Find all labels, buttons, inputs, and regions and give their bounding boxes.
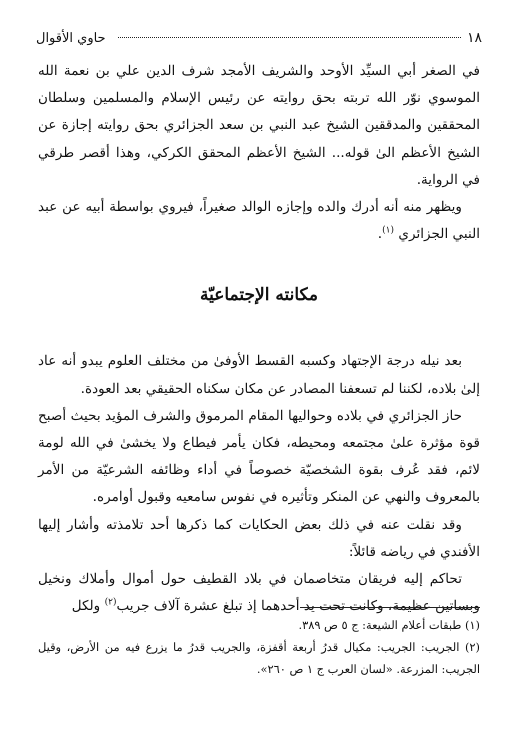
section-heading: مكانته الإجتماعيّة xyxy=(199,285,319,306)
footnotes xyxy=(38,607,480,680)
paragraph-2-text: ويظهر منه أنه أدرك والده وإجازه الوالد صغيراً، فيروي بواسطة أبيه عن عبد النبي الجزائري xyxy=(38,199,480,243)
paragraph-3: بعد نيله درجة الإجتهاد وكسبه القسط الأوفىٰ من مختلف العلوم يبدو أنه عاد إلىٰ بلاده، لكننا لم تسعفنا المصادر عن مكان سكناه الحقيقي بعد العودة. xyxy=(38,353,480,397)
running-header xyxy=(36,30,482,54)
paragraph-6-end: ولكل xyxy=(71,598,105,615)
main-text xyxy=(38,58,480,620)
footnote-ref-2[interactable]: (٢) xyxy=(104,597,117,608)
footnote-ref-1[interactable]: (١) xyxy=(382,225,394,236)
paragraph-2 xyxy=(38,194,480,248)
book-title: حاوي الأقوال xyxy=(36,31,106,46)
paragraph-1: في الصغر أبي السيِّد الأوحد والشريف الأمجد شرف الدين علي بن نعمة الله الموسوي نوّر الله تربته بحق روايته عن رئيس الإسلام والمسلمين وسلطان المحققين والمدققين الشيخ عبد النبي بن سعد الجزائري بحق روايته إجازة عن الشيخ الأعظم الىٰ قوله... الشيخ الأعظم المحقق الكركي، وهذا أقصر طرقي في الرواية. xyxy=(38,63,480,188)
footnote-2: (٢) الجريب: الجريب: مكيال قدرُ أربعة أقفزة، والجريب قدرُ ما يزرع فيه من الأرض، وقيل الجريب: المزرعة. «لسان العرب ج ١ ص ٢٦٠». xyxy=(38,640,480,676)
page-number: ١٨ xyxy=(466,30,482,46)
paragraph-2-end: . xyxy=(377,226,383,243)
paragraph-6-text: تحاكم إليه فريقان متخاصمان في بلاد القطيف حول أموال وأملاك ونخيل وبساتين عظيمة، وكانت تحت يد أحدهما إذ تبلغ عشرة آلاف جريب xyxy=(38,571,480,615)
paragraph-4: حاز الجزائري في بلاده وحواليها المقام المرموق والشرف المؤيد بحيث أصبح قوة مؤثرة علىٰ مجتمعه ومحيطه، فكان يأمر فيطاع ولا يخشىٰ في الله لومة لائم، فقد عُرف بقوة الشخصيّة خصوصاً في أداء وظائفه الشرعيّة من الأمر بالمعروف والنهي عن المنكر وتأثيره في نفوس سامعيه وقبول أوامره. xyxy=(38,407,480,506)
footnote-1: (١) طبقات أعلام الشيعة: ج ٥ ص ٣٨٩. xyxy=(298,618,480,632)
paragraph-5: وقد نقلت عنه في ذلك بعض الحكايات كما ذكرها أحد تلامذته وأشار إليها الأفندي في رياضه قائلاً: xyxy=(38,516,480,560)
header-dot-leader xyxy=(118,37,461,38)
footnote-divider xyxy=(300,607,480,608)
